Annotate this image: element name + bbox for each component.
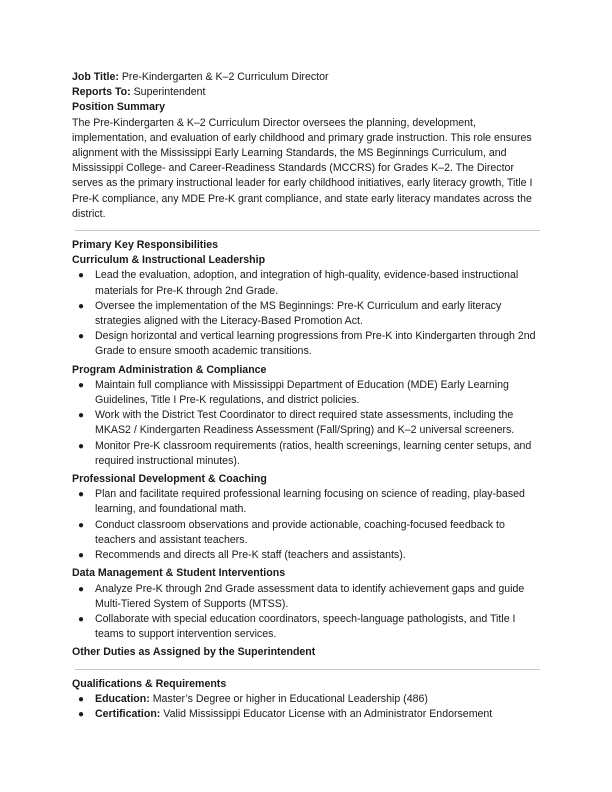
reports-to-line bbox=[72, 85, 540, 100]
reports-to-label: Reports To: bbox=[72, 86, 131, 99]
list-item bbox=[72, 518, 540, 548]
job-title-value: Pre-Kindergarten & K–2 Curriculum Director bbox=[121, 71, 329, 83]
list-item-text: Monitor Pre-K classroom requirements (ratios, health screenings, learning center setups, and required instructional minutes). bbox=[95, 439, 532, 467]
bullet-icon: ● bbox=[78, 550, 85, 562]
list-item bbox=[72, 439, 540, 469]
list-item bbox=[72, 378, 540, 408]
responsibility-sections bbox=[72, 253, 540, 642]
bullet-icon: ● bbox=[78, 519, 85, 531]
list-item bbox=[72, 299, 540, 329]
reports-to-value: Superintendent bbox=[133, 86, 206, 99]
list-item-text: Conduct classroom observations and provide actionable, coaching-focused feedback to teachers and assistant teachers. bbox=[95, 518, 505, 546]
list-item-text: Collaborate with special education coordinators, speech-language pathologists, and Title I teams to support intervention services. bbox=[95, 612, 516, 641]
bullet-icon: ● bbox=[78, 489, 85, 501]
list-item bbox=[72, 548, 540, 563]
bullet-icon: ● bbox=[78, 270, 85, 282]
list-item-text: Design horizontal and vertical learning progressions from Pre-K into Kindergarten through 2nd Grade to ensure smooth academic transitions. bbox=[95, 330, 536, 358]
bullet-icon: ● bbox=[78, 300, 85, 312]
bullet-icon: ● bbox=[78, 410, 85, 422]
section-title: Professional Development & Coaching bbox=[72, 473, 267, 486]
bullet-icon: ● bbox=[78, 583, 85, 595]
bullet-list bbox=[72, 378, 540, 469]
job-title-line bbox=[72, 70, 540, 85]
bullet-list bbox=[72, 487, 540, 563]
divider-2 bbox=[75, 669, 540, 670]
bullet-icon: ● bbox=[78, 708, 85, 720]
list-item bbox=[72, 329, 540, 359]
list-item-text: Lead the evaluation, adoption, and integration of high-quality, evidence-based instructional materials for Pre-K through 2nd Grade. bbox=[95, 269, 519, 297]
bullet-icon: ● bbox=[78, 379, 85, 391]
qualifications-list bbox=[72, 692, 540, 722]
qualification-text: Valid Mississippi Educator License with an Administrator Endorsement bbox=[163, 707, 493, 720]
bullet-list bbox=[72, 268, 540, 359]
qualification-label: Certification: bbox=[95, 707, 161, 720]
section-title: Program Administration & Compliance bbox=[72, 363, 267, 376]
section-title: Data Management & Student Interventions bbox=[72, 567, 286, 580]
qualification-text: Master’s Degree or higher in Educational Leadership (486) bbox=[152, 692, 428, 705]
summary-heading: Position Summary bbox=[72, 101, 166, 114]
list-item-text: Maintain full compliance with Mississippi Department of Education (MDE) Early Learning Guidelines, Title I Pre-K regulations, and district policies. bbox=[95, 378, 509, 407]
list-item bbox=[72, 582, 540, 612]
list-item-text: Analyze Pre-K through 2nd Grade assessment data to identify achievement gaps and guide Multi-Tiered System of Supports (MTSS). bbox=[95, 582, 525, 610]
list-item bbox=[72, 612, 540, 642]
bullet-list bbox=[72, 582, 540, 643]
responsibilities-heading: Primary Key Responsibilities bbox=[72, 239, 219, 252]
bullet-icon: ● bbox=[78, 613, 85, 625]
list-item bbox=[72, 487, 540, 517]
summary-text: The Pre-Kindergarten & K–2 Curriculum Director oversees the planning, development, implementation, and evaluation of early childhood and primary grade instruction. This role ensures alignment with the Mississippi Early Learning Standards, the MS Beginnings Curriculum, and Mississippi College- and Career-Readiness Standards (MCCRS) for Grades K–2. The Director serves as the primary instructional leader for early childhood initiatives, early literacy growth, Title I Pre-K compliance, any MDE Pre-K grant compliance, and state early literacy mandates across the district. bbox=[72, 116, 533, 220]
list-item-text: Recommends and directs all Pre-K staff (teachers and assistants). bbox=[95, 549, 406, 562]
list-item-text: Oversee the implementation of the MS Beginnings: Pre-K Curriculum and early literacy strategies aligned with the Literacy-Based Promotion Act. bbox=[95, 299, 502, 328]
document-page bbox=[72, 70, 540, 722]
list-item-text: Work with the District Test Coordinator to direct required state assessments, including the MKAS2 / Kindergarten Readiness Assessment (Fall/Spring) and K–2 universal screeners. bbox=[95, 409, 515, 437]
qualification-label: Education: bbox=[95, 692, 150, 705]
divider-1 bbox=[75, 230, 540, 231]
job-title-label: Job Title: bbox=[72, 71, 119, 83]
bullet-icon: ● bbox=[78, 693, 85, 705]
qualification-item bbox=[72, 692, 540, 707]
other-duties: Other Duties as Assigned by the Superintendent bbox=[72, 646, 316, 659]
qualification-item bbox=[72, 707, 540, 722]
bullet-icon: ● bbox=[78, 440, 85, 452]
list-item bbox=[72, 268, 540, 298]
list-item bbox=[72, 408, 540, 438]
list-item-text: Plan and facilitate required professional learning focusing on science of reading, play-based learning, and foundational math. bbox=[95, 488, 525, 516]
section-title: Curriculum & Instructional Leadership bbox=[72, 254, 266, 267]
qualifications-heading: Qualifications & Requirements bbox=[72, 677, 227, 690]
bullet-icon: ● bbox=[78, 331, 85, 343]
